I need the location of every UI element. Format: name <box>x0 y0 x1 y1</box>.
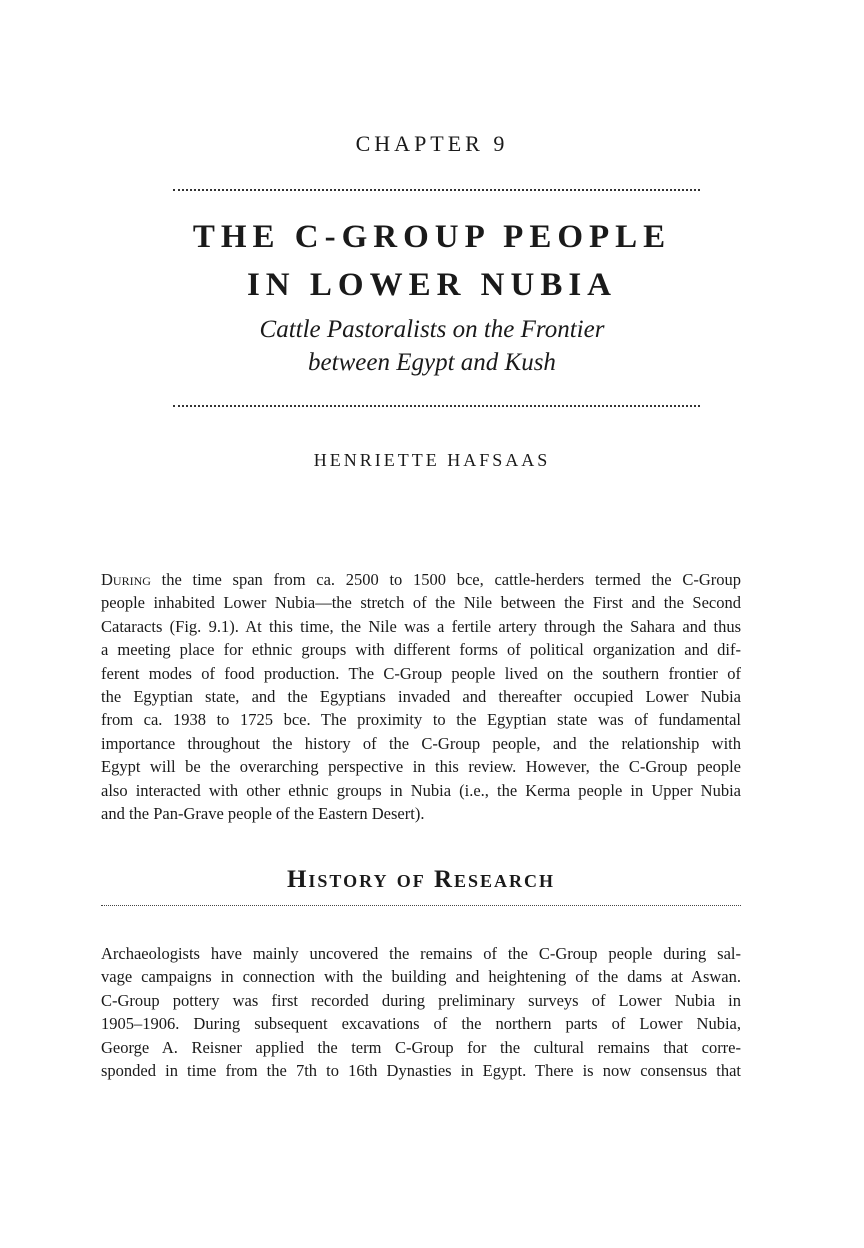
intro-line: the Egyptian state, and the Egyptians invaded and thereafter occupied Lower Nubia <box>101 687 741 707</box>
intro-line: a meeting place for ethnic groups with different forms of political organization and dif- <box>101 640 741 660</box>
section-line: 1905–1906. During subsequent excavations of the northern parts of Lower Nubia, <box>101 1014 741 1034</box>
chapter-title-line-2: IN LOWER NUBIA <box>246 267 618 303</box>
section-heading: History of Research <box>286 866 556 893</box>
chapter-subtitle-line-2: between Egypt and Kush <box>308 349 556 376</box>
intro-line: and the Pan-Grave people of the Eastern Desert). <box>101 804 425 824</box>
section-rule <box>101 905 741 906</box>
intro-line: importance throughout the history of the C-Group people, and the relationship with <box>101 733 741 753</box>
dotted-divider-top <box>173 189 700 191</box>
dotted-divider-bottom <box>173 405 700 407</box>
chapter-label: CHAPTER 9 <box>355 131 509 156</box>
section-line: sponded in time from the 7th to 16th Dynasties in Egypt. There is now consensus that <box>101 1061 741 1081</box>
intro-line: people inhabited Lower Nubia—the stretch of the Nile between the First and the Second <box>101 593 741 613</box>
section-line: Archaeologists have mainly uncovered the remains of the C-Group people during sal- <box>101 944 741 963</box>
intro-line: During the time span from ca. 2500 to 1500 bce, cattle-herders termed the C-Group <box>101 570 741 589</box>
intro-line: Egypt will be the overarching perspective in this review. However, the C-Group people <box>101 757 741 777</box>
section-line: vage campaigns in connection with the building and heightening of the dams at Aswan. <box>101 967 741 987</box>
chapter-subtitle-line-1: Cattle Pastoralists on the Frontier <box>259 316 605 343</box>
intro-line: ferent modes of food production. The C-Group people lived on the southern frontier of <box>101 663 741 683</box>
section-paragraph <box>101 942 741 1082</box>
intro-paragraph <box>101 568 741 825</box>
section-line: George A. Reisner applied the term C-Group for the cultural remains that corre- <box>101 1037 741 1057</box>
section-line: C-Group pottery was first recorded during preliminary surveys of Lower Nubia in <box>101 990 741 1010</box>
intro-dropword: During <box>101 570 151 589</box>
intro-line: Cataracts (Fig. 9.1). At this time, the Nile was a fertile artery through the Sahara and thus <box>101 616 741 636</box>
chapter-title-line-1: THE C-GROUP PEOPLE <box>192 219 672 255</box>
author-name: HENRIETTE HAFSAAS <box>313 450 551 470</box>
intro-line: from ca. 1938 to 1725 bce. The proximity to the Egyptian state was of fundamental <box>101 710 741 730</box>
intro-line: also interacted with other ethnic groups in Nubia (i.e., the Kerma people in Upper Nubia <box>101 780 741 800</box>
